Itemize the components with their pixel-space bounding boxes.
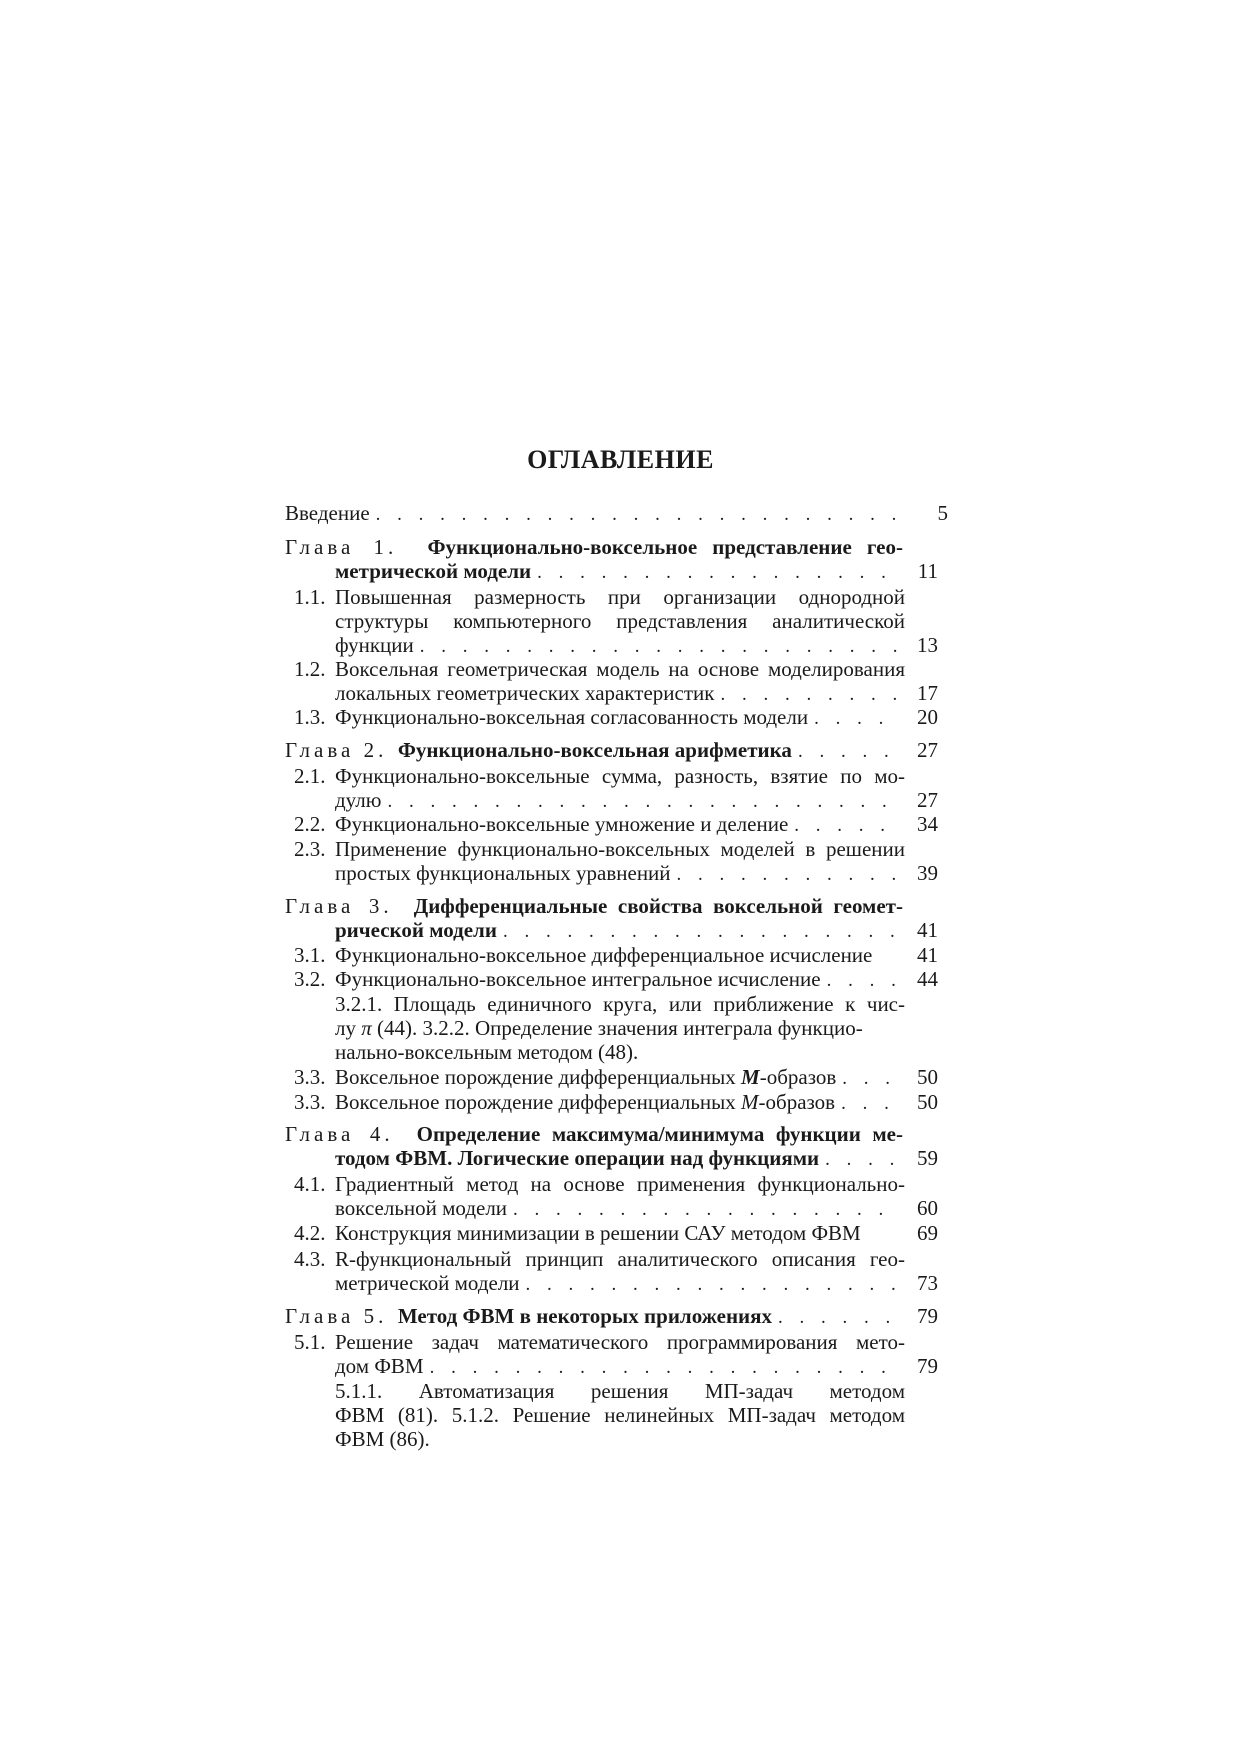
section-number: 1.3. (294, 705, 326, 729)
page-title: ОГЛАВЛЕНИЕ (527, 445, 714, 474)
page-number: 5 (937, 501, 948, 525)
section-number: 3.1. (294, 943, 326, 967)
page-number: 27 (917, 738, 938, 762)
section-2-3-line2: простых функциональных уравнений . . . (335, 860, 905, 886)
page-number: 69 (917, 1221, 938, 1245)
chapter-3-heading-line2: рической модели . . . (335, 917, 905, 943)
page-number: 39 (917, 861, 938, 885)
leader-dots (526, 1272, 899, 1298)
entry-label: Введение (285, 501, 370, 525)
leader-dots (798, 739, 899, 765)
page-number: 13 (917, 633, 938, 657)
section-1-2-line2: локальных геометрических характеристик . . . (335, 680, 905, 706)
chapter-3-heading-line1: Глава 3. Дифференциальные свойства воксельной геомет- (285, 894, 903, 918)
subsection-list-line1: 5.1.1. Автоматизация решения МП-задач методом (335, 1379, 905, 1403)
section-2-1-line2: дулю . . . (335, 787, 905, 813)
section-4-3-line2: метрической модели . . . (335, 1270, 905, 1296)
section-3-3b-line1: Воксельное порождение дифференциальных M-образов . . . (335, 1089, 905, 1115)
page-number: 50 (917, 1065, 938, 1089)
page-number: 20 (917, 705, 938, 729)
chapter-1-heading-line1 (285, 534, 903, 560)
section-number: 4.1. (294, 1172, 326, 1196)
section-3-2-line1: Функционально-воксельное интегральное исчисление . . . (335, 966, 905, 992)
page-number: 41 (917, 918, 938, 942)
section-1-2-line1: Воксельная геометрическая модель на основе моделирования (335, 657, 905, 681)
chapter-title-cont: метрической модели (335, 559, 532, 583)
chapter-4-heading-line2: тодом ФВМ. Логические операции над функциями . . . (335, 1145, 905, 1171)
section-number: 4.3. (294, 1247, 326, 1271)
chapter-prefix: Глава 1. (285, 535, 398, 559)
section-1-3-line1: Функционально-воксельная согласованность модели . . . (335, 704, 905, 730)
page-number: 27 (917, 788, 938, 812)
section-number: 3.3. (294, 1090, 326, 1114)
section-4-3-line1: R-функциональный принцип аналитического описания гео- (335, 1247, 905, 1271)
section-2-3-line1: Применение функционально-воксельных моделей в решении (335, 837, 905, 861)
section-number: 2.2. (294, 812, 326, 836)
pi-symbol: π (361, 1016, 372, 1040)
section-2-1-line1: Функционально-воксельные сумма, разность, взятие по мо- (335, 764, 905, 788)
chapter-title: Функционально-воксельное представление гео- (427, 535, 904, 559)
section-number: 3.3. (294, 1065, 326, 1089)
section-1-1-line2: структуры компьютерного представления аналитической (335, 609, 905, 633)
section-number: 1.1. (294, 585, 326, 609)
section-number: 2.1. (294, 764, 326, 788)
section-number: 1.2. (294, 657, 326, 681)
chapter-2-heading: Глава 2. Функционально-воксельная арифметика . . . (285, 737, 905, 763)
chapter-4-heading-line1: Глава 4. Определение максимума/минимума функции ме- (285, 1122, 903, 1146)
page-number: 79 (917, 1304, 938, 1328)
subsection-list-line2: ФВМ (81). 5.1.2. Решение нелинейных МП-задач методом (335, 1403, 905, 1427)
section-2-2-line1: Функционально-воксельные умножение и деление . . . (335, 811, 905, 837)
page-number: 79 (917, 1354, 938, 1378)
page-number: 34 (917, 812, 938, 836)
section-5-1-line1: Решение задач математического программирования мето- (335, 1330, 905, 1354)
page-number: 11 (917, 559, 938, 583)
section-number: 3.2. (294, 967, 326, 991)
page-number: 60 (917, 1196, 938, 1220)
page-number: 44 (917, 967, 938, 991)
page-number: 50 (917, 1090, 938, 1114)
section-4-2-line1: Конструкция минимизации в решении САУ методом ФВМ (335, 1221, 861, 1245)
section-5-1-line2: дом ФВМ . . . (335, 1353, 905, 1379)
toc-entry-intro (285, 500, 905, 526)
leader-dots (778, 1305, 899, 1331)
page-number: 73 (917, 1271, 938, 1295)
page-number: 59 (917, 1146, 938, 1170)
section-3-1-line1: Функционально-воксельное дифференциальное исчисление (335, 943, 873, 967)
subsection-list-line1: 3.2.1. Площадь единичного круга, или приближение к чис- (335, 992, 905, 1016)
leader-dots (537, 560, 899, 586)
leader-dots (814, 706, 899, 732)
section-number: 2.3. (294, 837, 326, 861)
chapter-1-heading-line2 (335, 558, 905, 584)
chapter-5-heading: Глава 5. Метод ФВМ в некоторых приложениях . . . (285, 1303, 905, 1329)
section-4-1-line1: Градиентный метод на основе применения функционально- (335, 1172, 905, 1196)
page-number: 17 (917, 681, 938, 705)
subsection-list-line3: нально-воксельным методом (48). (335, 1040, 639, 1064)
page-number: 41 (917, 943, 938, 967)
leader-dots (677, 862, 899, 888)
leader-dots (376, 502, 899, 528)
section-number: 4.2. (294, 1221, 326, 1245)
section-1-1-line1: Повышенная размерность при организации однородной (335, 585, 905, 609)
section-3-3a-line1: Воксельное порождение дифференциальных M-образов . . . (335, 1064, 905, 1090)
subsection-list-line2: лу π (44). 3.2.2. Определение значения интеграла функцио- (335, 1016, 863, 1040)
section-1-1-line3: функции . . . (335, 632, 905, 658)
section-4-1-line2: воксельной модели . . . (335, 1195, 905, 1221)
subsection-list-line3: ФВМ (86). (335, 1427, 430, 1451)
section-number: 5.1. (294, 1330, 326, 1354)
